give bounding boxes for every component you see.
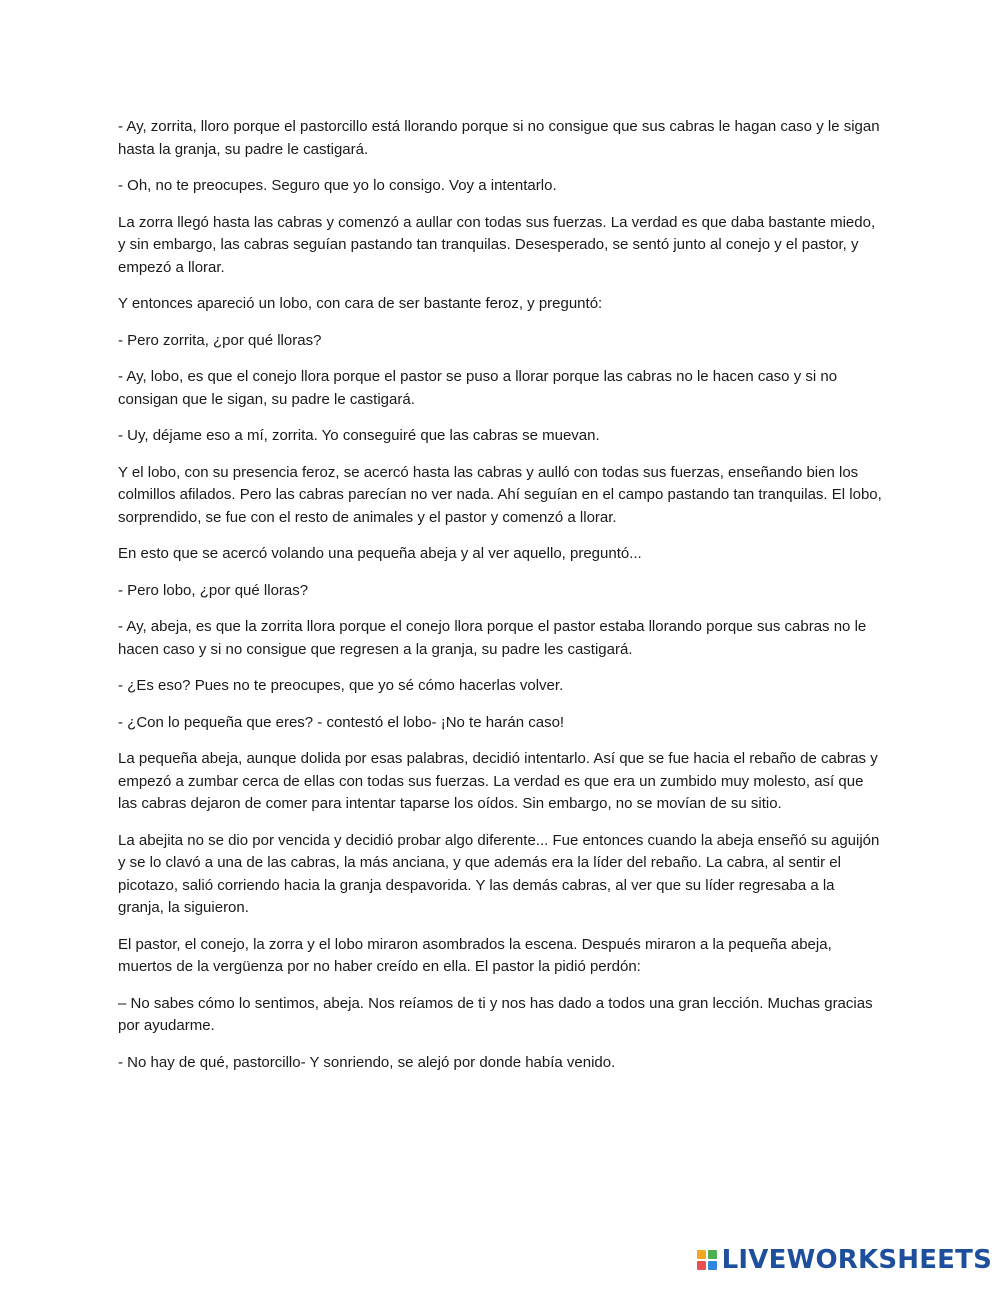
- logo-square-icon: [697, 1261, 706, 1270]
- paragraph: El pastor, el conejo, la zorra y el lobo miraron asombrados la escena. Después miraron a la pequeña abeja, muertos de la vergüenza por no haber creído en ella. El pastor la pidió perdón:: [118, 935, 832, 975]
- paragraph: - Uy, déjame eso a mí, zorrita. Yo conseguiré que las cabras se muevan.: [118, 427, 600, 444]
- paragraph: La abejita no se dio por vencida y decidió probar algo diferente... Fue entonces cuando la abeja enseñó su aguijón y se lo clavó a una de las cabras, la más anciana, y que además era la líder del rebaño. La cabra, al sentir el picotazo, salió corriendo hacia la granja despavorida. Y las demás cabras, al ver que su líder regresaba a la granja, la siguieron.: [118, 831, 880, 916]
- paragraph: - No hay de qué, pastorcillo- Y sonriendo, se alejó por donde había venido.: [118, 1053, 616, 1071]
- paragraph: - Ay, zorrita, lloro porque el pastorcillo está llorando porque si no consigue que sus cabras le hagan caso y le sigan hasta la granja, su padre le castigará.: [118, 118, 880, 158]
- paragraph: - ¿Con lo pequeña que eres? - contestó el lobo- ¡No te harán caso!: [118, 713, 565, 731]
- paragraph: - Pero lobo, ¿por qué lloras?: [118, 581, 309, 599]
- brand-name: LIVEWORKSHEETS: [721, 1245, 992, 1275]
- paragraph: La pequeña abeja, aunque dolida por esas palabras, decidió intentarlo. Así que se fue hacia el rebaño de cabras y empezó a zumbar cerca de ellas con todas sus fuerzas. La verdad es que era un zumbido muy molesto, así que las cabras dejaron de comer para intentar taparse los oídos. Sin embargo, no se movían de su sitio.: [118, 750, 878, 812]
- logo-square-icon: [708, 1261, 717, 1270]
- paragraph: - Pero zorrita, ¿por qué lloras?: [118, 331, 322, 349]
- paragraph: - Ay, lobo, es que el conejo llora porque el pastor se puso a llorar porque las cabras no le hacen caso y si no consigan que le sigan, su padre le castigará.: [118, 368, 838, 408]
- paragraph: - Ay, abeja, es que la zorrita llora porque el conejo llora porque el pastor estaba llorando porque sus cabras no le hacen caso y si no consigue que regresen a la granja, su padre les castigará.: [118, 618, 867, 658]
- paragraph: En esto que se acercó volando una pequeña abeja y al ver aquello, preguntó...: [118, 545, 642, 562]
- document-body: [118, 116, 883, 1088]
- paragraph: La zorra llegó hasta las cabras y comenzó a aullar con todas sus fuerzas. La verdad es que daba bastante miedo, y sin embargo, las cabras seguían pastando tan tranquilas. Desesperado, se sentó junto al conejo y el pastor, y empezó a llorar.: [118, 213, 876, 276]
- paragraph: - Oh, no te preocupes. Seguro que yo lo consigo. Voy a intentarlo.: [118, 177, 557, 194]
- paragraph: Y entonces apareció un lobo, con cara de ser bastante feroz, y preguntó:: [118, 295, 603, 312]
- liveworksheets-logo-icon: [697, 1250, 717, 1270]
- logo-square-icon: [708, 1250, 717, 1259]
- logo-square-icon: [697, 1250, 706, 1259]
- paragraph: - ¿Es eso? Pues no te preocupes, que yo sé cómo hacerlas volver.: [118, 677, 564, 694]
- paragraph: Y el lobo, con su presencia feroz, se acercó hasta las cabras y aulló con todas sus fuerzas, enseñando bien los colmillos afilados. Pero las cabras parecían no ver nada. Ahí seguían en el campo pastando tan tranquilas. El lobo, sorprendido, se fue con el resto de animales y el pastor y comenzó a llorar.: [118, 463, 882, 526]
- liveworksheets-logo: [697, 1245, 992, 1275]
- paragraph: – No sabes cómo lo sentimos, abeja. Nos reíamos de ti y nos has dado a todos una gran lección. Muchas gracias por ayudarme.: [118, 994, 873, 1034]
